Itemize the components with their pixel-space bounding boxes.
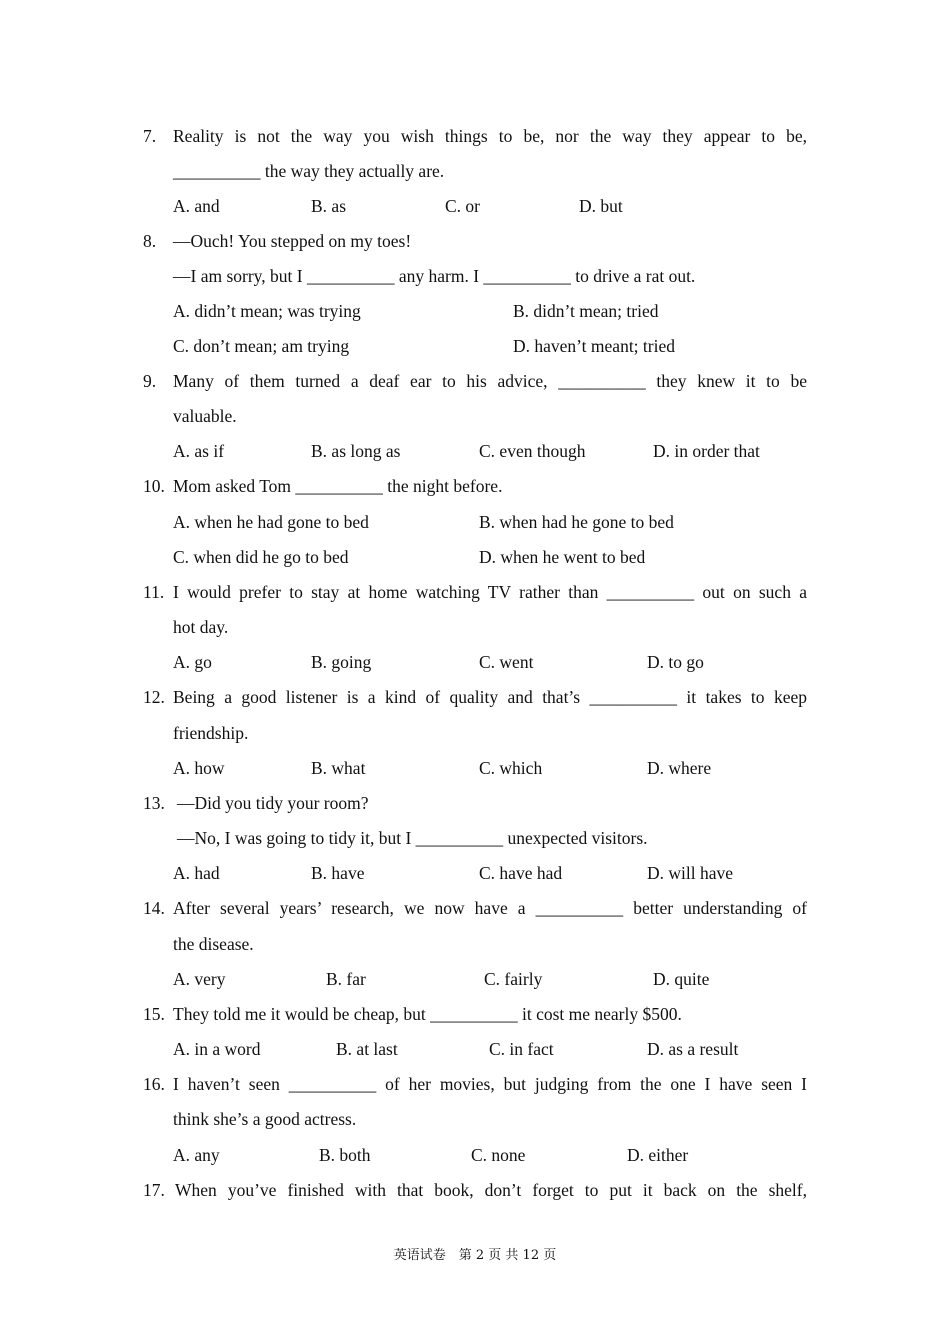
question-number: 12. [143,687,165,707]
question-text: I would prefer to stay at home watching TV rather than __________ out on such a [173,582,807,602]
option-a[interactable]: A. had [173,863,220,883]
option-c[interactable]: C. in fact [489,1039,554,1059]
option-a[interactable]: A. very [173,969,226,989]
question-number: 14. [143,898,165,918]
option-c[interactable]: C. have had [479,863,563,883]
question-text: —No, I was going to tidy it, but I __________ unexpected visitors. [177,828,648,848]
option-c[interactable]: C. when did he go to bed [173,547,349,567]
question-text: __________ the way they actually are. [173,161,445,181]
option-b[interactable]: B. didn’t mean; tried [513,301,659,321]
question-text: I haven’t seen __________ of her movies, but judging from the one I have seen I [173,1074,807,1094]
question-text: the disease. [173,934,254,954]
option-d[interactable]: D. haven’t meant; tried [513,336,675,356]
option-d[interactable]: D. as a result [647,1039,739,1059]
question-text: —Did you tidy your room? [177,793,369,813]
option-a[interactable]: A. when he had gone to bed [173,512,369,532]
option-b[interactable]: B. when had he gone to bed [479,512,674,532]
option-a[interactable]: A. and [173,196,220,216]
question-text: friendship. [173,723,249,743]
question-number: 8. [143,231,157,251]
question-text: think she’s a good actress. [173,1109,357,1129]
question-text: After several years’ research, we now have a __________ better understanding of [173,898,807,918]
option-c[interactable]: C. went [479,652,534,672]
option-c[interactable]: C. don’t mean; am trying [173,336,350,356]
option-b[interactable]: B. far [326,969,366,989]
option-d[interactable]: D. either [627,1145,689,1165]
question-text: When you’ve finished with that book, don’t forget to put it back on the shelf, [175,1180,807,1200]
option-c[interactable]: C. or [445,196,480,216]
option-d[interactable]: D. where [647,758,712,778]
option-d[interactable]: D. when he went to bed [479,547,646,567]
option-b[interactable]: B. have [311,863,365,883]
option-b[interactable]: B. at last [336,1039,398,1059]
option-b[interactable]: B. going [311,652,372,672]
option-a[interactable]: A. didn’t mean; was trying [173,301,361,321]
question-number: 16. [143,1074,165,1094]
option-d[interactable]: D. will have [647,863,734,883]
question-number: 9. [143,371,157,391]
option-c[interactable]: C. which [479,758,543,778]
option-d[interactable]: D. in order that [653,441,760,461]
option-a[interactable]: A. any [173,1145,220,1165]
question-text: Mom asked Tom __________ the night before. [173,476,503,496]
option-b[interactable]: B. what [311,758,366,778]
question-number: 10. [143,476,165,496]
option-d[interactable]: D. but [579,196,623,216]
question-number: 11. [143,582,165,602]
option-b[interactable]: B. as [311,196,346,216]
question-text: Reality is not the way you wish things to be, nor the way they appear to be, [173,126,807,146]
question-text: valuable. [173,406,237,426]
option-d[interactable]: D. to go [647,652,704,672]
option-b[interactable]: B. as long as [311,441,401,461]
page-footer: 英语试卷 第 2 页 共 12 页 [393,1248,557,1263]
option-a[interactable]: A. in a word [173,1039,261,1059]
question-text: —I am sorry, but I __________ any harm. I __________ to drive a rat out. [173,266,696,286]
question-text: hot day. [173,617,229,637]
question-text: —Ouch! You stepped on my toes! [173,231,412,251]
question-text: Many of them turned a deaf ear to his advice, __________ they knew it to be [173,371,807,391]
option-a[interactable]: A. go [173,652,212,672]
option-c[interactable]: C. even though [479,441,586,461]
option-c[interactable]: C. fairly [484,969,543,989]
question-text: Being a good listener is a kind of quality and that’s __________ it takes to keep [173,687,807,707]
option-a[interactable]: A. as if [173,441,225,461]
question-number: 7. [143,126,157,146]
question-number: 15. [143,1004,165,1024]
option-b[interactable]: B. both [319,1145,371,1165]
question-text: They told me it would be cheap, but __________ it cost me nearly $500. [173,1004,682,1024]
option-d[interactable]: D. quite [653,969,710,989]
option-c[interactable]: C. none [471,1145,526,1165]
question-number: 17. [143,1180,165,1200]
question-number: 13. [143,793,165,813]
option-a[interactable]: A. how [173,758,225,778]
